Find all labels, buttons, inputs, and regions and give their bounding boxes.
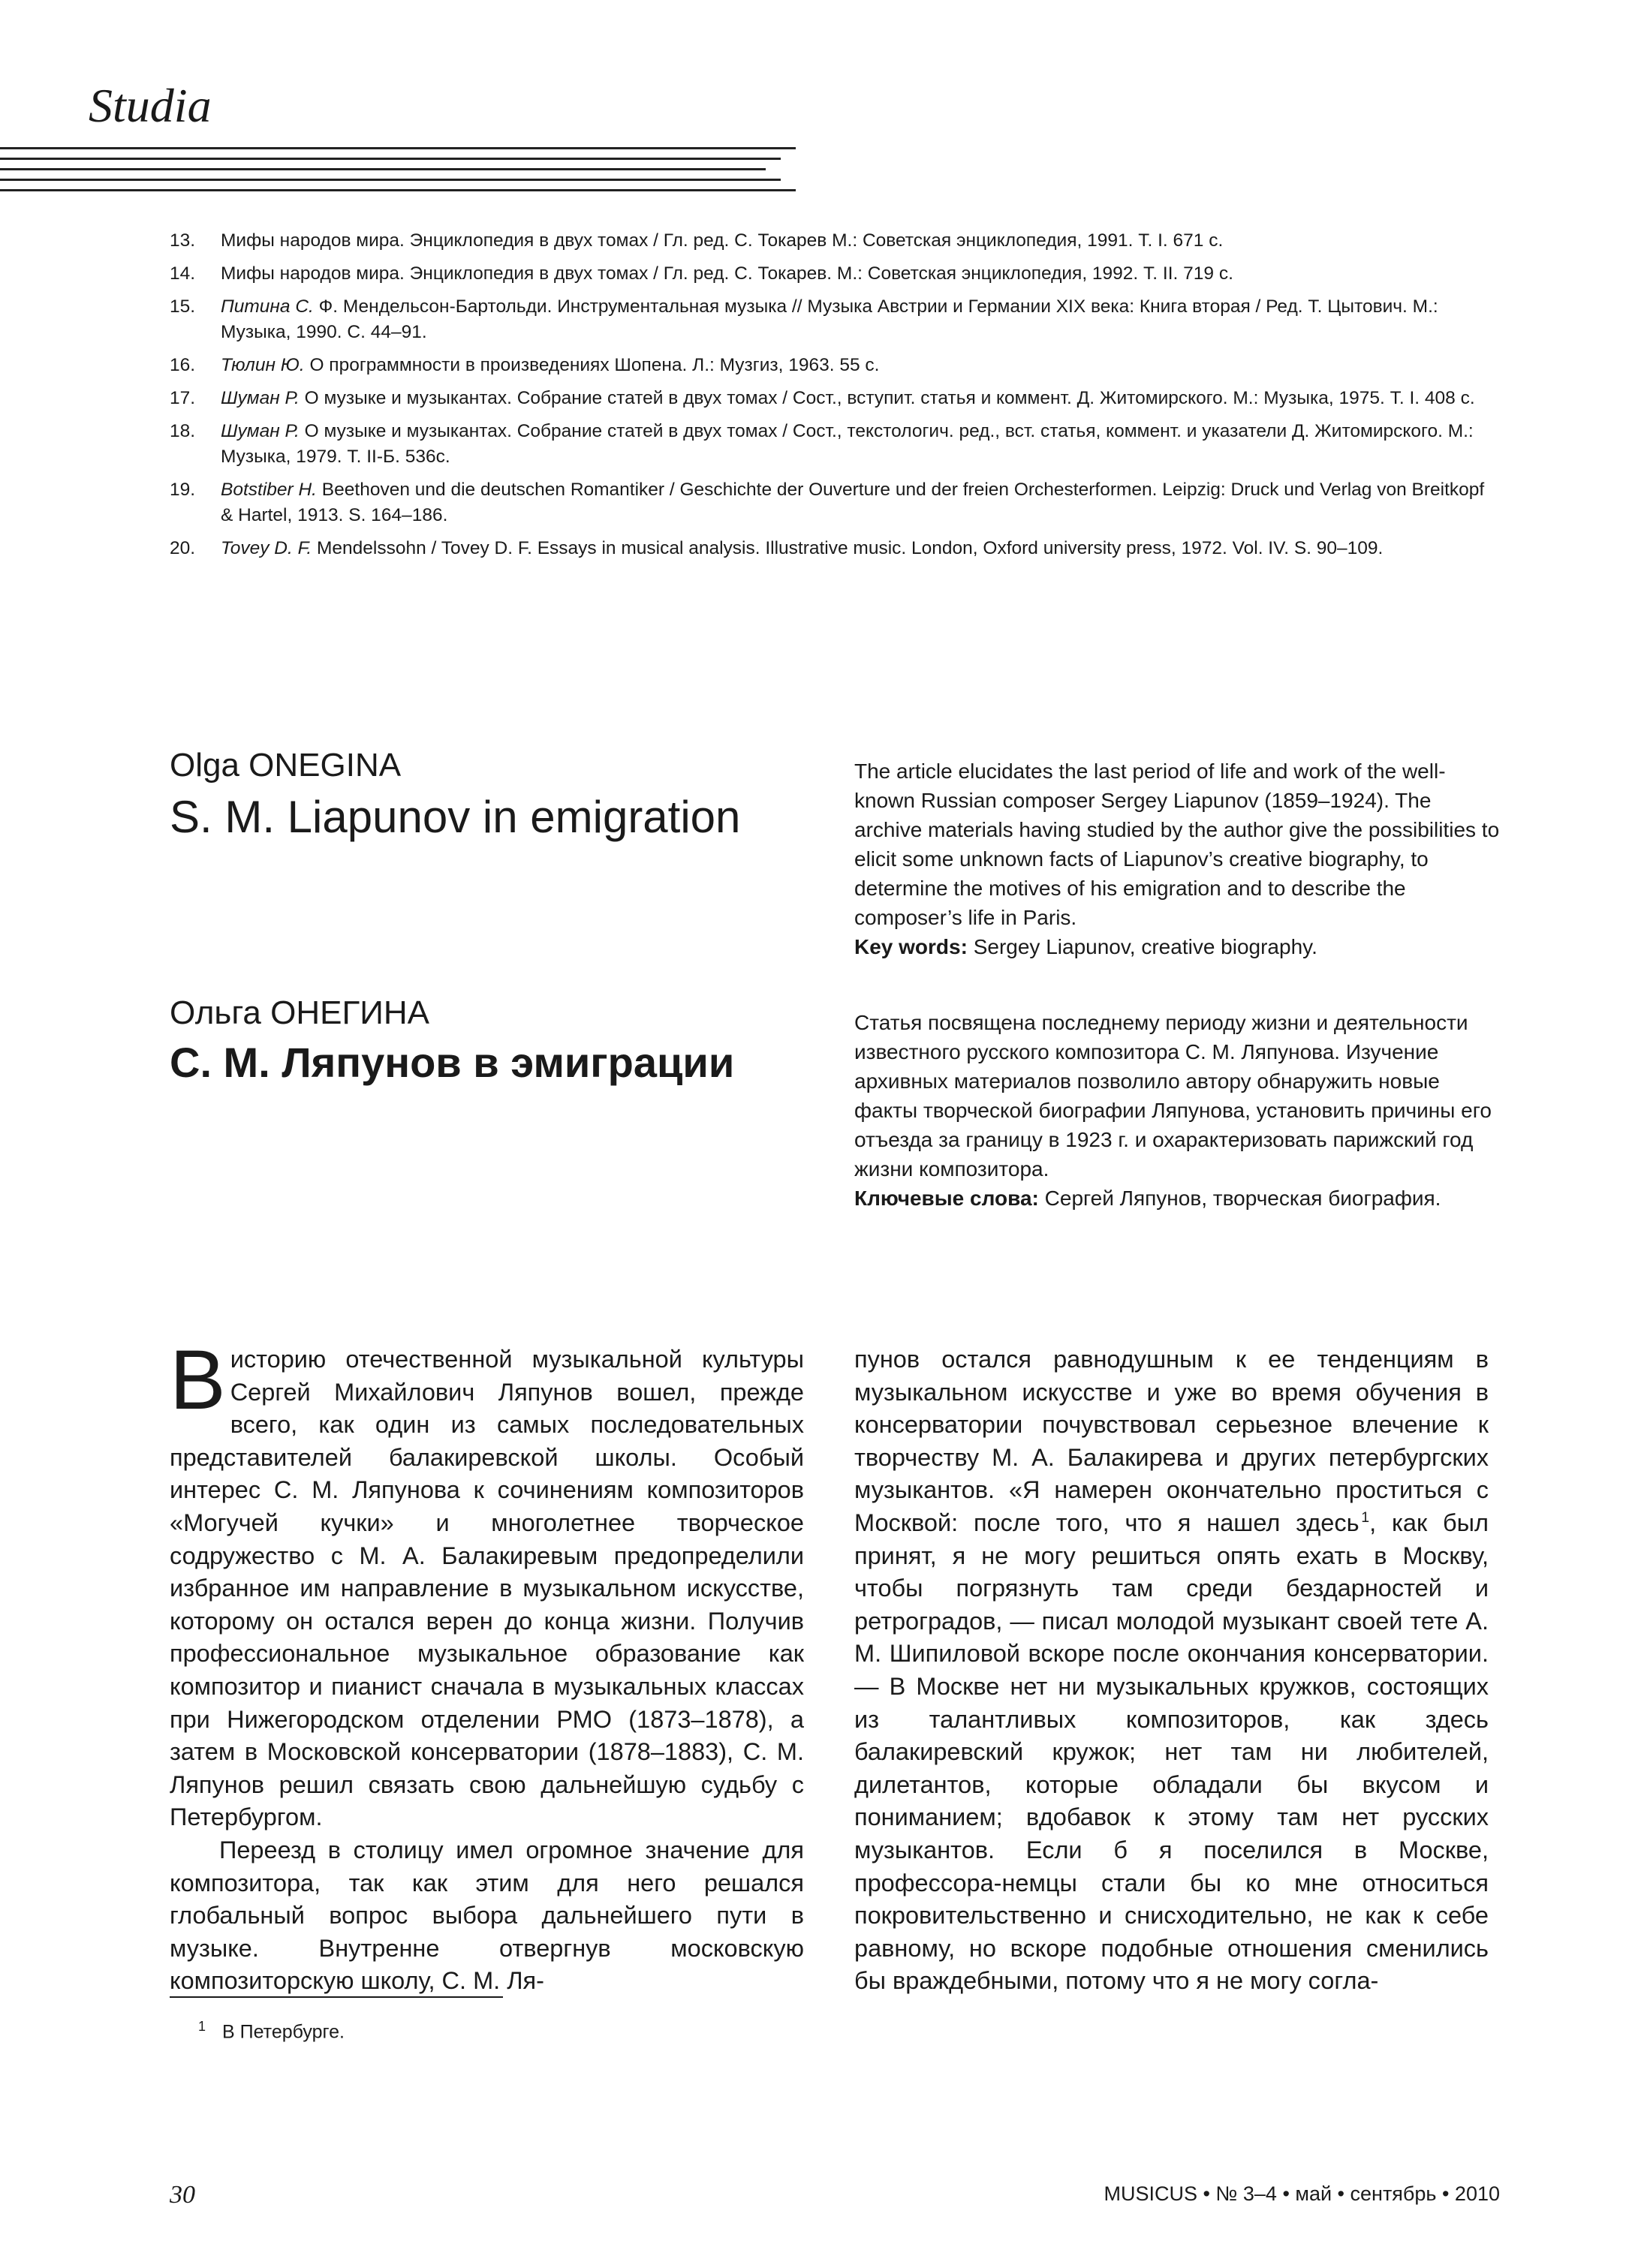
body-paragraph: Переезд в столицу имел огромное значение для композитора, так как этим для него решался глобальный вопрос выбора дальнейшего пути в музыке. Внутренне отвергнув московскую композиторскую школу, С. М. Ля- bbox=[170, 1836, 804, 1995]
body-column-left bbox=[170, 1333, 804, 1998]
keywords-ru bbox=[854, 1184, 1500, 1213]
drop-cap: В bbox=[170, 1333, 226, 1427]
footnote-mark: 1 bbox=[198, 2019, 206, 2034]
page-number: 30 bbox=[170, 2181, 195, 2209]
footnote-divider bbox=[170, 1996, 503, 1998]
abstract-ru bbox=[854, 1008, 1500, 1213]
body-column-right bbox=[854, 1343, 1489, 1998]
reference-item: 15. Питина С. Ф. Мендельсон-Бартольди. Инструментальная музыка // Музыка Австрии и Германии XIX века: Книга вторая / Ред. Т. Цытович. М.: Музыка, 1990. С. 44–91. bbox=[170, 296, 1438, 342]
abstract-text-en: The article elucidates the last period of life and work of the well-known Russian composer Sergey Liapunov (1859–1924). The archive materials having studied by the author give the possibilities to elicit some unknown facts of Liapunov’s creative biography, to determine the motives of his emigration and to describe the composer’s life in Paris. bbox=[854, 760, 1500, 929]
footnote bbox=[198, 2019, 345, 2043]
logo-text: Studia bbox=[89, 79, 212, 132]
reference-item: 13. Мифы народов мира. Энциклопедия в двух томах / Гл. ред. С. Токарев М.: Советская энциклопедия, 1991. Т. I. 671 с. bbox=[170, 230, 1224, 251]
header-rule bbox=[0, 158, 781, 160]
journal-info: MUSICUS • № 3–4 • май • сентябрь • 2010 bbox=[1104, 2182, 1500, 2205]
reference-list bbox=[170, 228, 1495, 569]
keywords-en bbox=[854, 932, 1500, 961]
author-name-en: Olga ONEGINA bbox=[170, 747, 402, 784]
abstract-en bbox=[854, 757, 1500, 961]
header-rule bbox=[0, 179, 781, 181]
section-header bbox=[0, 0, 826, 210]
article-title-en: S. M. Liapunov in emigration bbox=[170, 792, 741, 842]
reference-item: 19. Botstiber H. Beethoven und die deutschen Romantiker / Geschichte der Ouverture und der freien Orchesterformen. Leipzig: Druck und Verlag von Breitkopf & Hartel, 1913. S. 164–186. bbox=[170, 480, 1485, 525]
footnote-text: В Петербурге. bbox=[222, 2021, 345, 2043]
keywords-text-en: Sergey Liapunov, creative biography. bbox=[967, 935, 1317, 958]
reference-item: 18. Шуман Р. О музыке и музыкантах. Собрание статей в двух томах / Сост., текстологич. ред., вст. статья, коммент. и указатели Д. Житомирского. М.: Музыка, 1979. Т. II-Б. 536с. bbox=[170, 421, 1474, 467]
header-rule bbox=[0, 147, 796, 149]
journal-section-logo bbox=[89, 78, 212, 134]
author-name-ru: Ольга ОНЕГИНА bbox=[170, 994, 430, 1031]
keywords-label-en: Key words: bbox=[854, 935, 968, 958]
body-paragraph: пунов остался равнодушным к ее тенденциям в музыкальном искусстве и уже во время обучения в консерватории почувствовал серьезное влечение к творчеству М. А. Балакирева и других петербургских музыкантов. «Я намерен окончательно проститься с Москвой: после того, что я нашел здесь $^1$, как был принят, я не могу решиться опять ехать в Москву, чтобы погрязнуть там среди бездарностей и ретроградов, — писал молодой музыкант своей тете А. М. Шипиловой вскоре после окончания консерватории. — В Москве нет ни музыкальных кружков, состоящих из талантливых композиторов, как здесь балакиревский кружок; нет там ни любителей, дилетантов, которые обладали бы вкусом и пониманием; вдобавок к этому там нет русских музыкантов. Если б я поселился в Москве, профессора-немцы стали бы ко мне относиться покровительственно и снисходительно, не как к себе равному, но вскоре подобные отношения сменились бы враждебными, потому что я не могу согла- bbox=[854, 1346, 1489, 1995]
reference-item: 14. Мифы народов мира. Энциклопедия в двух томах / Гл. ред. С. Токарев. М.: Советская энциклопедия, 1992. Т. II. 719 с. bbox=[170, 263, 1233, 284]
header-rule bbox=[0, 168, 766, 170]
reference-item: 17. Шуман Р. О музыке и музыкантах. Собрание статей в двух томах / Сост., вступит. статья и коммент. Д. Житомирского. М.: Музыка, 1975. Т. I. 408 с. bbox=[170, 388, 1475, 408]
reference-item: 16. Тюлин Ю. О программности в произведениях Шопена. Л.: Музгиз, 1963. 55 с. bbox=[170, 355, 880, 375]
keywords-label-ru: Ключевые слова: bbox=[854, 1187, 1039, 1210]
body-paragraph: Висторию отечественной музыкальной культуры Сергей Михайлович Ляпунов вошел, прежде всего, как один из самых последовательных представителей балакиревской школы. Особый интерес С. М. Ляпунова к сочинениям композиторов «Могучей кучки» и многолетнее творческое содружество с М. А. Балакиревым предопределили избранное им направление в музыкальном искусстве, которому он остался верен до конца жизни. Получив профессиональное музыкальное образование как композитор и пианист сначала в музыкальных классах при Нижегородском отделении РМО (1873–1878), а затем в Московской консерватории (1878–1883), С. М. Ляпунов решил связать свою дальнейшую судьбу с Петербургом. bbox=[170, 1333, 804, 1831]
footnote-reference[interactable]: 1 bbox=[1361, 1509, 1370, 1527]
article-title-ru: С. М. Ляпунов в эмиграции bbox=[170, 1039, 735, 1086]
reference-item: 20. Tovey D. F. Mendelssohn / Tovey D. F. Essays in musical analysis. Illustrative music. London, Oxford university press, 1972. Vol. IV. S. 90–109. bbox=[170, 538, 1384, 558]
header-rule bbox=[0, 189, 796, 191]
abstract-text-ru: Статья посвящена последнему периоду жизни и деятельности известного русского композитора С. М. Ляпунова. Изучение архивных материалов позволило автору обнаружить новые факты творческой биографии Ляпунова, установить причины его отъезда за границу в 1923 г. и охарактеризовать парижский год жизни композитора. bbox=[854, 1011, 1492, 1181]
keywords-text-ru: Сергей Ляпунов, творческая биография. bbox=[1038, 1187, 1441, 1210]
